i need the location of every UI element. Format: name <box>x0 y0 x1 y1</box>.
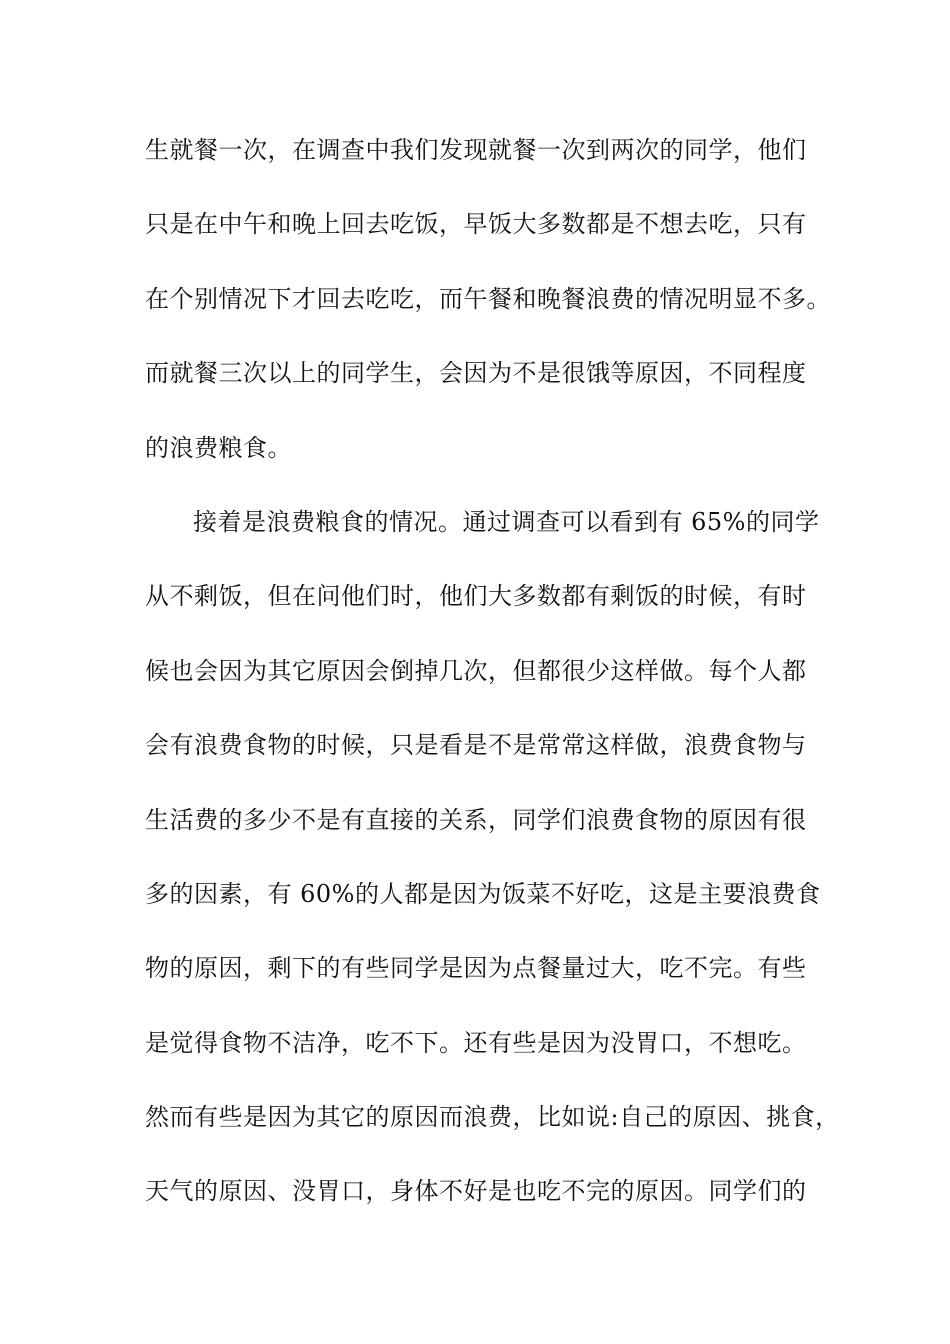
text-line: 多的因素，有 60%的人都是因为饭菜不好吃，这是主要浪费食 <box>145 879 821 908</box>
text-line: 而就餐三次以上的同学生，会因为不是很饿等原因，不同程度 <box>145 359 807 388</box>
text-line: 天气的原因、没胃口，身体不好是也吃不完的原因。同学们的 <box>145 1177 807 1206</box>
text-line: 的浪费粮食。 <box>145 433 292 462</box>
text-line: 是觉得食物不洁净，吃不下。还有些是因为没胃口，不想吃。 <box>145 1028 807 1057</box>
text-line: 生活费的多少不是有直接的关系，同学们浪费食物的原因有很 <box>145 805 807 834</box>
text-line: 只是在中午和晚上回去吃饭，早饭大多数都是不想去吃，只有 <box>145 210 807 239</box>
text-line: 在个别情况下才回去吃吃，而午餐和晚餐浪费的情况明显不多。 <box>145 284 831 313</box>
paragraph-start-line: 接着是浪费粮食的情况。通过调查可以看到有 65%的同学 <box>193 507 820 536</box>
text-line: 生就餐一次，在调查中我们发现就餐一次到两次的同学，他们 <box>145 136 807 164</box>
text-line: 然而有些是因为其它的原因而浪费，比如说:自己的原因、挑食， <box>145 1103 840 1132</box>
text-line: 物的原因，剩下的有些同学是因为点餐量过大，吃不完。有些 <box>145 954 807 983</box>
text-line: 从不剩饭，但在问他们时，他们大多数都有剩饭的时候，有时 <box>145 582 807 611</box>
body-text <box>145 132 840 1248</box>
text-line: 会有浪费食物的时候，只是看是不是常常这样做，浪费食物与 <box>145 731 807 760</box>
text-line: 候也会因为其它原因会倒掉几次，但都很少这样做。每个人都 <box>145 656 807 685</box>
